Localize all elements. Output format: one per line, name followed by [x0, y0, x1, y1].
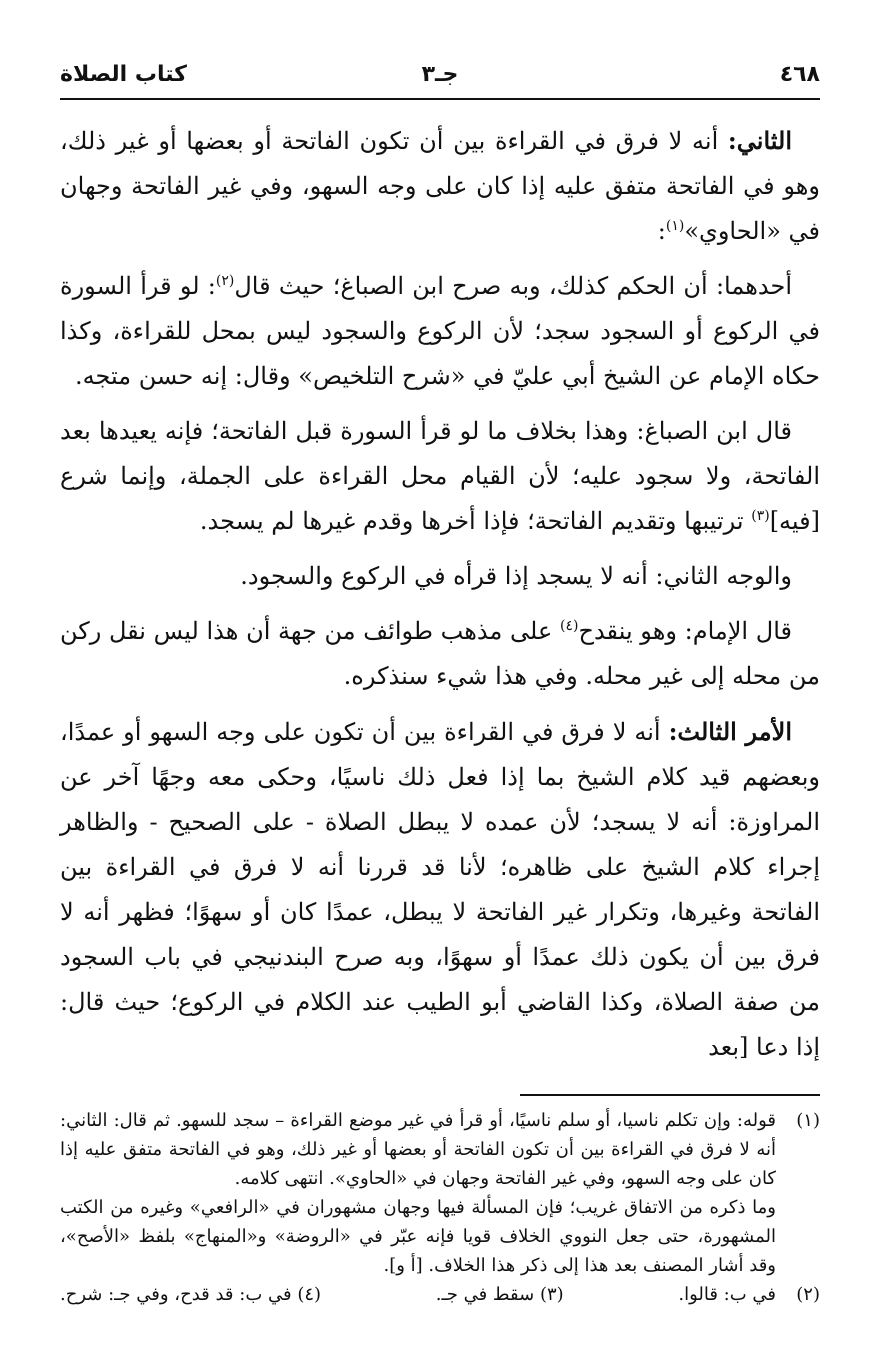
paragraph-tail: : لو قرأ السورة في الركوع أو السجود سجد؛ لأن الركوع والسجود ليس بمحل للقراءة، وكذا حكاه الإمام عن الشيخ أبي عليّ في «شرح التلخيص» وقال: إنه حسن متجه. — [60, 272, 820, 390]
paragraph-second-view — [60, 554, 820, 599]
paragraph-text: أنه لا فرق في القراءة بين أن تكون على وجه السهو أو عمدًا، وبعضهم قيد كلام الشيخ بما إذا فعل ذلك ناسيًا، وحكى معه وجهًا آخر عن المراوزة: أنه لا يسجد؛ لأن عمده لا يبطل الصلاة - على الصحيح - والظاهر إجراء كلام الشيخ على ظاهره؛ لأنا قد قررنا أنه لا فرق في القراءة بين الفاتحة وغيرها، وتكرار غير الفاتحة لا يبطل، عمدًا كان أو سهوًا؛ فظهر أنه لا فرق بين أن يكون ذلك عمدًا أو سهوًا، وبه صرح البندنيجي في باب السجود من صفة الصلاة، وكذا القاضي أبو الطيب عند الكلام في الركوع؛ حيث قال: إذا دعا [بعد — [60, 718, 821, 1061]
volume-label: جـ٣ — [421, 62, 459, 87]
footnote-2-text: في ب: قالوا. — [678, 1284, 776, 1305]
footnote-ref: (٢) — [215, 273, 235, 289]
footnote-4 — [60, 1280, 321, 1309]
paragraph-second — [60, 118, 820, 254]
paragraph-text: قال الإمام: وهو ينقدح — [578, 617, 793, 645]
document-page — [60, 58, 820, 1309]
paragraph-tail: : — [657, 217, 666, 245]
footnote-line: قوله: وإن تكلم ناسيا، أو سلم ناسيًا، أو قرأ في غير موضع القراءة – سجد للسهو. ثم قال: الثاني: أنه لا فرق في القراءة بين أن تكون الفاتحة أو بعضها أو غير ذلك، وهو في الفاتحة متفق عليه إذا كان على وجه السهو، وفي غير الفاتحة وجهان في «الحاوي». انتهى كلامه. — [60, 1110, 776, 1189]
page-number: ٤٦٨ — [779, 62, 820, 87]
paragraph-text: أنه لا فرق في القراءة بين أن تكون الفاتحة أو بعضها أو غير ذلك، وهو في الفاتحة متفق عليه إذا كان على وجه السهو، وفي غير الفاتحة وجهان في «الحاوي» — [60, 127, 820, 245]
book-title: كتاب الصلاة — [60, 62, 187, 87]
footnote-ref: (٣) — [751, 508, 770, 524]
footnotes — [60, 1106, 820, 1309]
footnote-items — [60, 1280, 776, 1309]
paragraph-text: قال ابن الصباغ: وهذا بخلاف ما لو قرأ السورة قبل الفاتحة؛ فإنه يعيدها بعد الفاتحة، ولا سجود عليه؛ لأن القيام محل القراءة على الجملة، وإنما شرع [فيه] — [60, 417, 820, 535]
page-header — [60, 58, 820, 100]
footnote-text — [60, 1106, 776, 1280]
footnote-3-text: سقط في جـ. — [435, 1284, 535, 1305]
footnote-4-text: في ب: قد قدح، وفي جـ: شرح. — [60, 1284, 292, 1305]
footnote-number: (٤) — [297, 1284, 322, 1305]
footnotes-2-4 — [60, 1280, 820, 1309]
footnote-ref: (١) — [665, 218, 685, 234]
footnote-line: وما ذكره من الاتفاق غريب؛ فإن المسألة فيها وجهان مشهوران في «الرافعي» وغيره من الكتب المشهورة، حتى جعل النووي الخلاف قويا فإنه عبّر في «الروضة» و«المنهاج» بلفظ «الأصح»، وقد أشار المصنف بعد هذا إلى ذكر هذا الخلاف. [أ و]. — [60, 1197, 776, 1276]
paragraph-lead: الثاني: — [727, 126, 792, 155]
paragraph-text: أحدهما: أن الحكم كذلك، وبه صرح ابن الصباغ؛ حيث قال — [234, 272, 792, 300]
footnote-3 — [436, 1280, 564, 1309]
paragraph-third-matter — [60, 709, 820, 1070]
paragraph-lead: الأمر الثالث: — [668, 717, 792, 746]
paragraph-tail: ترتيبها وتقديم الفاتحة؛ فإذا أخرها وقدم غيرها لم يسجد. — [199, 507, 752, 535]
footnote-number: (٣) — [539, 1284, 564, 1305]
paragraph-tail: على مذهب طوائف من جهة أن هذا ليس نقل ركن من محله إلى غير محله. وفي هذا شيء سنذكره. — [60, 617, 820, 690]
paragraph-ibn-sabbagh — [60, 409, 820, 544]
paragraph-first-view — [60, 264, 820, 399]
footnote-1 — [60, 1106, 820, 1280]
footnote-number: (١) — [796, 1110, 820, 1131]
paragraph-text: والوجه الثاني: أنه لا يسجد إذا قرأه في الركوع والسجود. — [240, 562, 792, 590]
footnote-divider — [520, 1094, 820, 1096]
footnote-ref: (٤) — [560, 618, 579, 634]
footnote-number: (٢) — [796, 1284, 820, 1305]
paragraph-imam — [60, 609, 820, 699]
main-text — [60, 118, 820, 1070]
